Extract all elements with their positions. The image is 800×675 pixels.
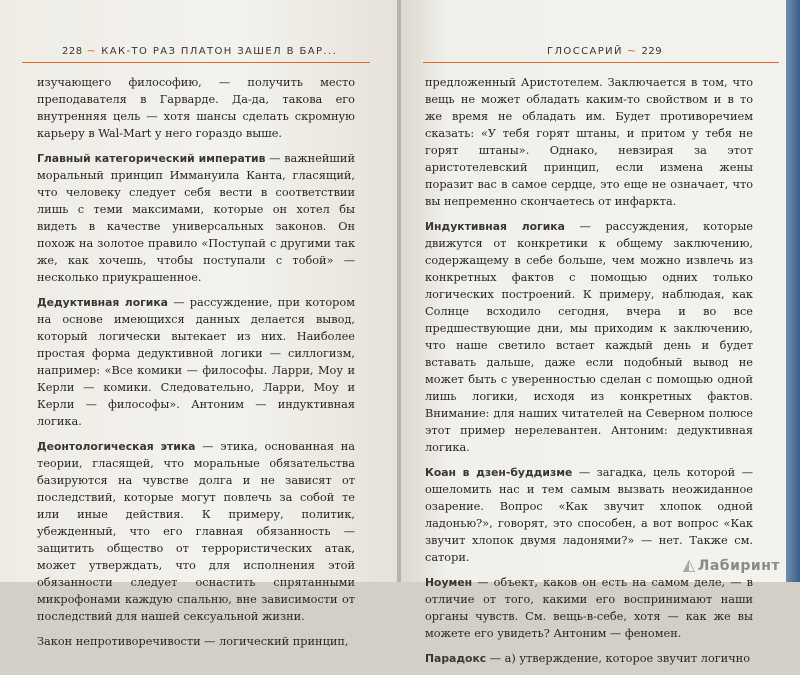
glossary-definition: — рассуждение, при котором на основе имеющихся данных делается вывод, который логически вытекает из них. Наиболее простая форма дедуктивной логики — силлогизм, например: «Все комики — философы. Ларри, Моу и Керли — комики. Следовательно, Ларри, Моу и Керли — философы». Антоним — индуктивная логика. [37, 296, 355, 428]
text-column-right [425, 74, 753, 675]
glossary-definition: — а) утверждение, которое звучит логично [486, 652, 751, 665]
header-rule-left [22, 62, 370, 63]
glossary-entry [37, 294, 355, 430]
glossary-definition: — загадка, цель которой — ошеломить нас и тем самым вызвать неожиданное озарение. Вопрос «Как звучит хлопок одной ладонью?», говорят, это способен, а вот вопрос «Как звучит хлопок двумя ладонями?» — нет. Также см. сатори. [425, 466, 753, 564]
running-title-right: ГЛОССАРИЙ [547, 46, 623, 57]
right-page [401, 0, 800, 665]
ornament-icon: ~ [626, 44, 638, 57]
running-header-left [62, 44, 337, 57]
glossary-entry [425, 218, 753, 456]
glossary-term: Главный категорический императив [37, 152, 266, 165]
watermark-text: Лабиринт [697, 558, 780, 574]
glossary-definition: — рассуждения, которые движутся от конкретики к общему заключению, содержащему в себе больше, чем можно извлечь из конкретных фактов с помощью одних только логических построений. К примеру, наблюдая, как Солнце всходило сегодня, вчера и во все предшествующие дни, мы приходим к заключению, что наше светило встает каждый день и будет вставать дальше, даже если подобный вывод не может быть с уверенностью сделан с помощью одной лишь логики, исходя из конкретных фактов. Внимание: для наших читателей на Северном полюсе этот пример нерелевантен. Антоним: дедуктивная логика. [425, 220, 753, 454]
paragraph [37, 74, 355, 142]
header-rule-right [423, 62, 779, 63]
glossary-definition: — объект, каков он есть на самом деле, — в отличие от того, какими его воспринимают наши органы чувств. См. вещь-в-себе, хотя — как же вы можете его увидеть? Антоним — феномен. [425, 576, 753, 640]
glossary-definition: — этика, основанная на теории, гласящей, что моральные обязательства базируются на чувстве долга и не зависят от последствий, которые могут повлечь за собой те или иные действия. К примеру, политик, убежденный, что его главная обязанность — защитить общество от террористических атак, может утверждать, что для исполнения этой обязанности следует оснастить спрятанными микрофонами каждую спальню, вне зависимости от последствий для нашей сексуальной жизни. [37, 440, 355, 623]
glossary-definition: предложенный Аристотелем. Заключается в том, что вещь не может обладать каким-то свойством и в то же время не обладать им. Будет противоречием сказать: «У тебя горят штаны, и притом у тебя не горят штаны». Однако, невзирая за этот аристотелевский принцип, если изменa жены поразит вас в самое сердце, это еще не означает, что вы непременно скончаетесь от инфаркта. [425, 76, 753, 208]
page-number-right: 229 [641, 46, 663, 57]
glossary-term: Коан в дзен-буддизме [425, 466, 573, 479]
running-header-right [547, 44, 662, 57]
glossary-entry [425, 650, 753, 667]
watermark-logo [683, 555, 780, 574]
glossary-term: Парадокс [425, 652, 487, 665]
glossary-entry [37, 150, 355, 286]
glossary-term: Дедуктивная логика [37, 296, 168, 309]
glossary-term: Ноумен [425, 576, 473, 589]
glossary-term: Деонтологическая этика [37, 440, 196, 453]
maze-logo-icon: ◭ [682, 555, 696, 574]
glossary-definition: изучающего философию, — получить место преподавателя в Гарварде. Да-да, такова его внутренняя цель — хотя шансы сделать скромную карьеру в Wal-Mart у него гораздо выше. [37, 76, 355, 140]
text-column-left [37, 74, 355, 658]
paragraph [425, 74, 753, 210]
glossary-definition: — важнейший моральный принцип Иммануила Канта, гласящий, что человеку следует себя вести в соответствии лишь с теми максимами, которые он хотел бы видеть в качестве универсальных законов. Он похож на золотое правило «Поступай с другими так же, как хочешь, чтобы поступали с тобой» — несколько приукрашенное. [37, 152, 355, 284]
glossary-entry [425, 574, 753, 642]
glossary-definition: Закон непротиворечивости — логический принцип, [37, 635, 349, 648]
background-edge [786, 0, 800, 582]
ornament-icon: ~ [86, 44, 98, 57]
running-title-left: КАК-ТО РАЗ ПЛАТОН ЗАШЕЛ В БАР... [101, 46, 338, 57]
glossary-entry [425, 464, 753, 566]
page-number-left: 228 [62, 46, 83, 57]
glossary-entry [37, 633, 355, 650]
glossary-entry [37, 438, 355, 625]
glossary-term: Индуктивная логика [425, 220, 565, 233]
left-page [0, 0, 399, 648]
